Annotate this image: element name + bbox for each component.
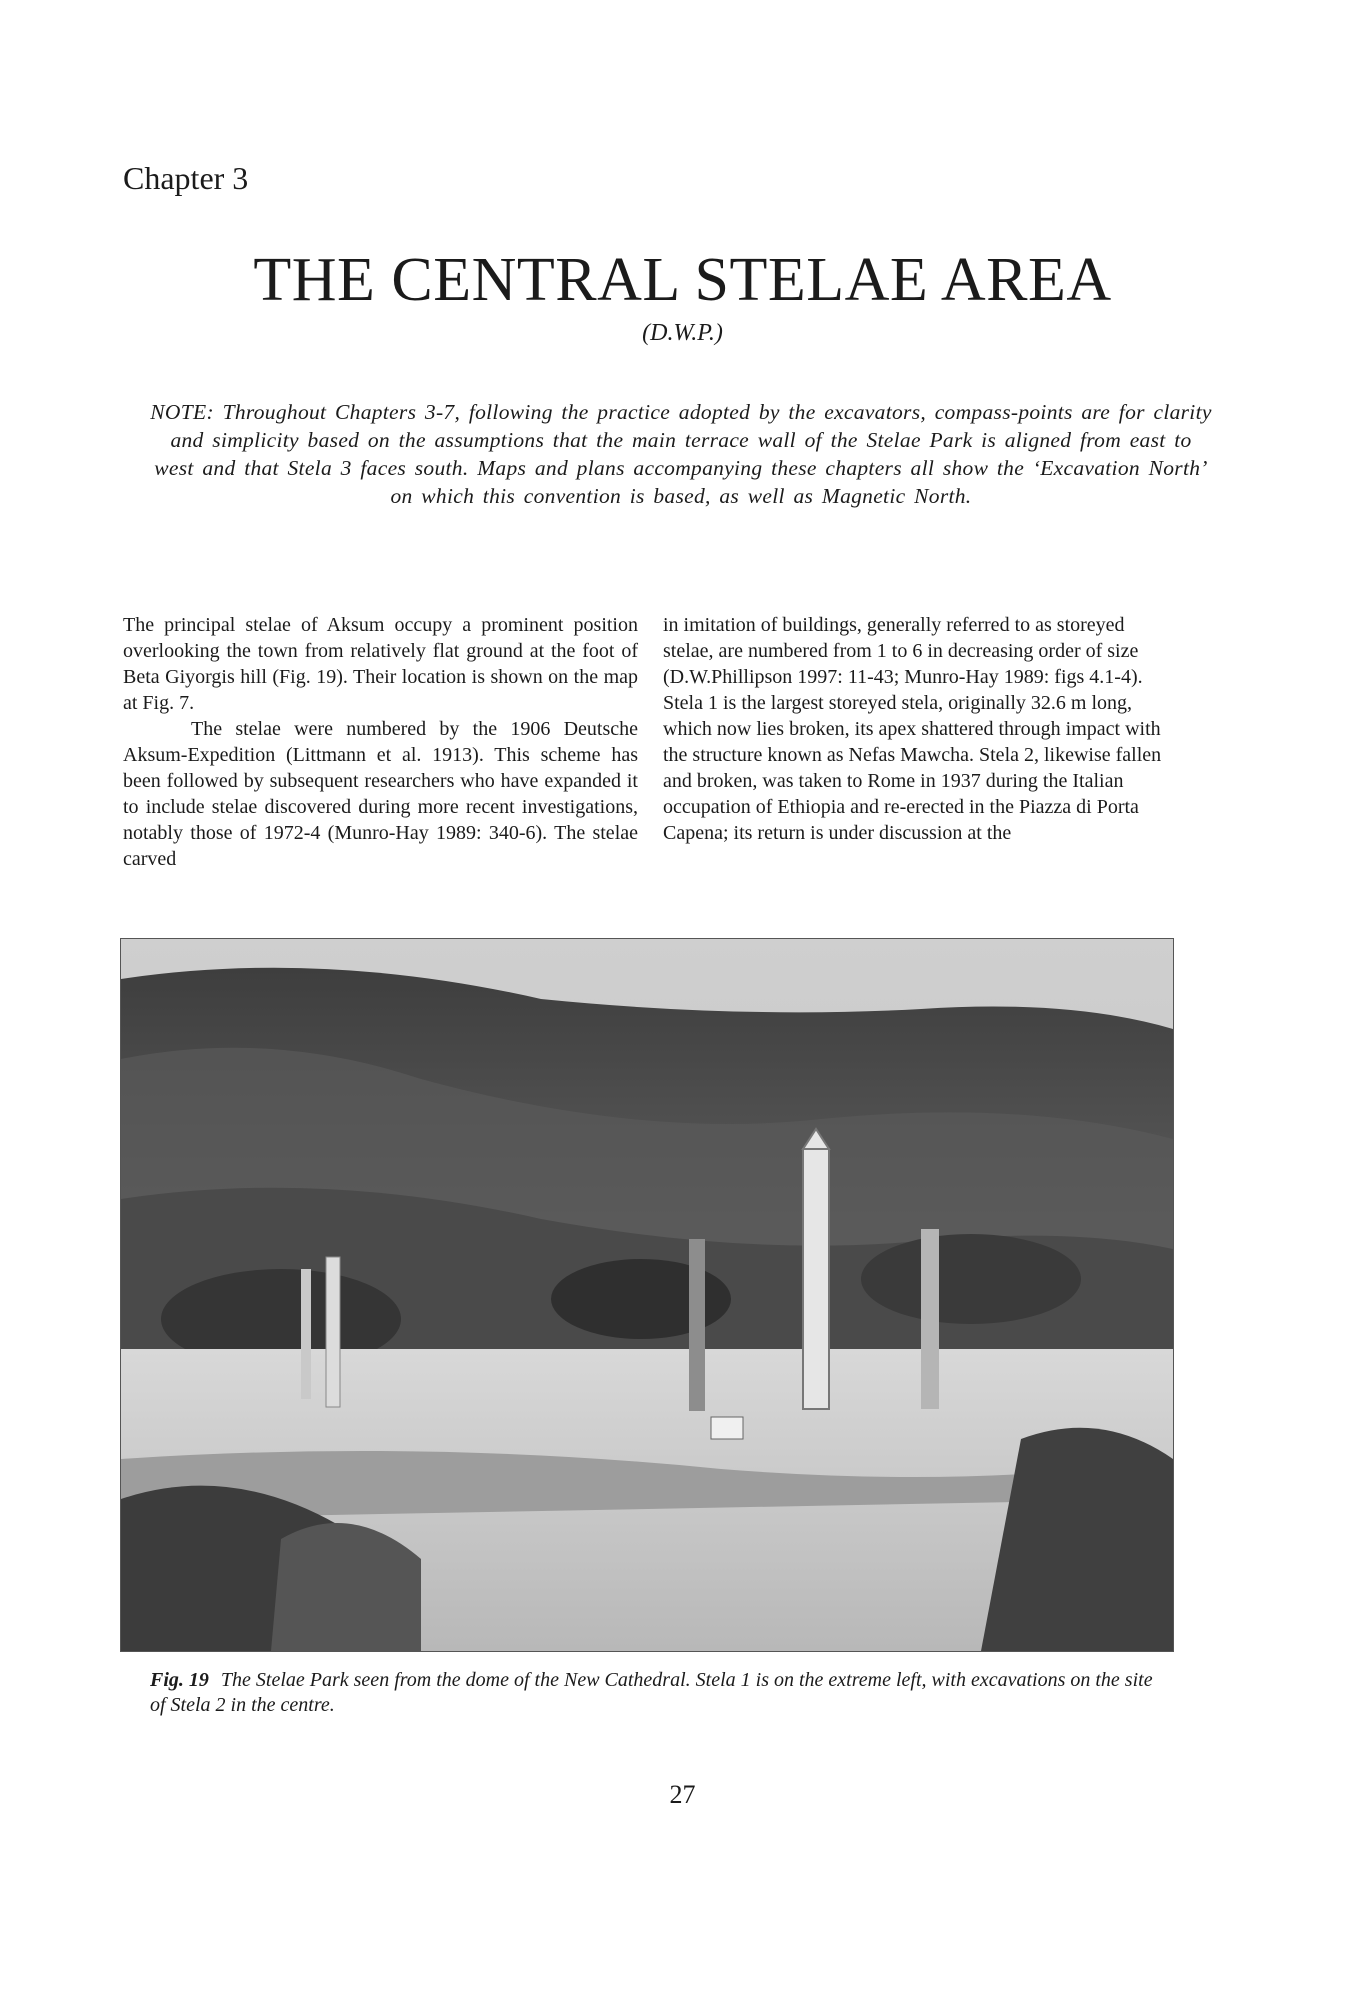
body-column-left [123,612,638,872]
figure-label: Fig. 19 [150,1669,209,1691]
body-paragraph: The stelae were numbered by the 1906 Deutsche Aksum-Expedition (Littmann et al. 1913). This scheme has been followed by subsequent researchers who have expanded it to include stelae discovered during more recent investigations, notably those of 1972-4 (Munro-Hay 1989: 340-6). The stelae carved [123,718,638,870]
figure-caption [150,1668,1160,1718]
photograph-illustration [121,939,1173,1651]
author-initials: (D.W.P.) [642,320,723,346]
figure-caption-text: The Stelae Park seen from the dome of the New Cathedral. Stela 1 is on the extreme left, with excavations on the site of Stela 2 in the centre. [150,1669,1153,1716]
chapter-note: NOTE: Throughout Chapters 3-7, following the practice adopted by the excavators, compass-points are for clarity and simplicity based on the assumptions that the main terrace wall of the Stelae Park is aligned from east to west and that Stela 3 faces south. Maps and plans accompanying these chapters all show the ‘Excavation North’ on which this convention is based, as well as Magnetic North. [150,400,1212,508]
stelae-park-photograph [120,938,1174,1652]
body-paragraph: The principal stelae of Aksum occupy a prominent position overlooking the town from relatively flat ground at the foot of Beta Giyorgis hill (Fig. 19). Their location is shown on the map at Fig. 7. [123,614,638,714]
body-column-right [663,612,1178,846]
body-paragraph: in imitation of buildings, generally referred to as storeyed stelae, are numbered from 1 to 6 in decreasing order of size (D.W.Phillipson 1997: 11-43; Munro-Hay 1989: figs 4.1-4). Stela 1 is the largest storeyed stela, originally 32.6 m long, which now lies broken, its apex shattered through impact with the structure known as Nefas Mawcha. Stela 2, likewise fallen and broken, was taken to Rome in 1937 during the Italian occupation of Ethiopia and re-erected in the Piazza di Porta Capena; its return is under discussion at the [663,614,1162,844]
page-number: 27 [669,1780,696,1809]
chapter-title: THE CENTRAL STELAE AREA [253,246,1112,314]
chapter-label: Chapter 3 [123,160,249,196]
